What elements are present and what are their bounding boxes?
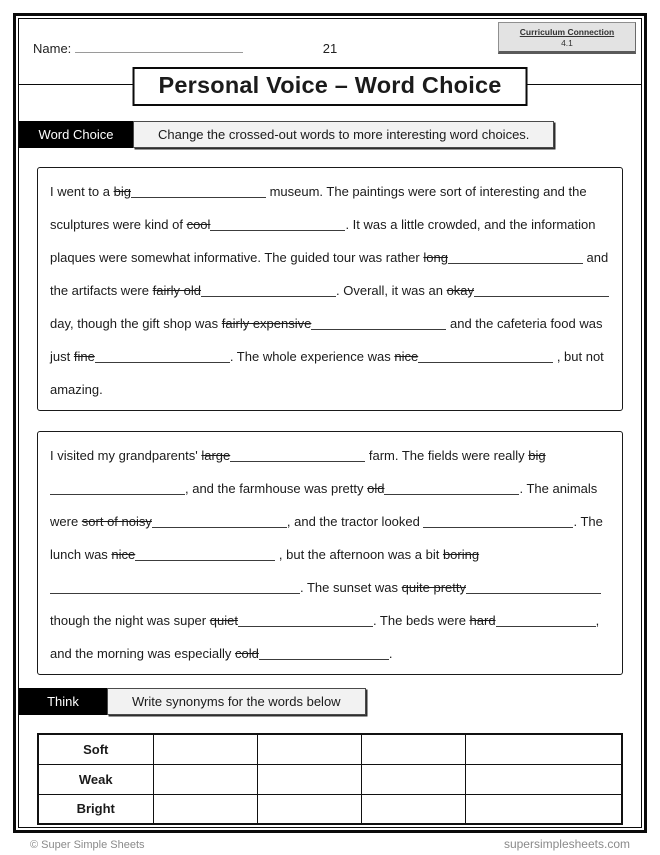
curriculum-connection-box — [498, 22, 636, 54]
paragraph-text: . It was a little crowded, and the information plaques were somewhat informative. The guided tour was rather — [50, 217, 596, 265]
synonym-answer-cell[interactable] — [153, 734, 257, 764]
fill-in-blank[interactable] — [230, 450, 365, 462]
word-choice-section-header — [19, 121, 641, 148]
footer — [30, 837, 630, 851]
crossed-out-word: old — [367, 481, 385, 496]
word-cell: Bright — [38, 794, 153, 824]
synonym-answer-cell[interactable] — [466, 764, 622, 794]
paragraph-text: though the night was super — [50, 613, 210, 628]
crossed-out-word: sort of noisy — [81, 514, 152, 529]
fill-in-blank[interactable] — [152, 516, 287, 528]
synonym-answer-cell[interactable] — [257, 794, 361, 824]
copyright-text: © Super Simple Sheets — [30, 839, 145, 851]
synonym-answer-cell[interactable] — [153, 794, 257, 824]
think-instruction: Write synonyms for the words below — [107, 688, 366, 715]
page-inner-border — [18, 18, 642, 828]
fill-in-blank[interactable] — [466, 582, 601, 594]
paragraph-text: . — [388, 646, 393, 661]
fill-in-blank[interactable] — [238, 615, 373, 627]
paragraph-text: and the artifacts were — [50, 250, 609, 298]
fill-in-blank[interactable] — [95, 351, 230, 363]
table-row — [38, 734, 622, 764]
page-border — [13, 13, 647, 833]
paragraph-text: and the cafeteria food was just — [50, 316, 603, 364]
paragraph-text: , and the morning was especially — [50, 613, 600, 661]
synonym-answer-cell[interactable] — [257, 764, 361, 794]
crossed-out-word: fairly old — [152, 283, 202, 298]
curriculum-connection-label: Curriculum Connection — [519, 27, 615, 37]
fill-in-blank[interactable] — [50, 582, 300, 594]
synonym-table-body — [38, 734, 622, 824]
crossed-out-word: fairly expensive — [221, 316, 312, 331]
synonym-answer-cell[interactable] — [361, 764, 465, 794]
fill-in-blank[interactable] — [448, 252, 583, 264]
synonym-answer-cell[interactable] — [466, 794, 622, 824]
name-label: Name: — [33, 41, 72, 56]
crossed-out-word: large — [201, 448, 231, 463]
paragraph-text: day, though the gift shop was — [50, 316, 222, 331]
synonym-table — [37, 733, 623, 825]
paragraph-text: , and the tractor looked — [286, 514, 424, 529]
crossed-out-word: okay — [446, 283, 475, 298]
paragraph-text: museum. The paintings were sort of interesting and the sculptures were kind of — [50, 184, 587, 232]
paragraph-text: . The whole experience was — [229, 349, 395, 364]
curriculum-connection-number: 4.1 — [561, 38, 573, 48]
crossed-out-word: cool — [186, 217, 211, 232]
paragraph-text: , but the afternoon was a bit — [275, 547, 443, 562]
fill-in-blank[interactable] — [418, 351, 553, 363]
paragraph-text: . The lunch was — [50, 514, 603, 562]
crossed-out-word: big — [113, 184, 131, 199]
word-choice-tab: Word Choice — [19, 121, 133, 148]
fill-in-blank[interactable] — [423, 516, 573, 528]
paragraph-text: . The animals were — [50, 481, 598, 529]
fill-in-blank[interactable] — [311, 318, 446, 330]
paragraph-text: , but not amazing. — [50, 349, 604, 397]
crossed-out-word: fine — [73, 349, 95, 364]
fill-in-blank[interactable] — [496, 615, 596, 627]
paragraph-text: , and the farmhouse was pretty — [185, 481, 368, 496]
crossed-out-word: nice — [111, 547, 136, 562]
think-tab: Think — [19, 688, 107, 715]
synonym-answer-cell[interactable] — [153, 764, 257, 794]
crossed-out-word: hard — [469, 613, 496, 628]
header — [19, 19, 641, 98]
crossed-out-word: quiet — [209, 613, 238, 628]
fill-in-blank[interactable] — [135, 549, 275, 561]
paragraph-text: . Overall, it was an — [336, 283, 447, 298]
paragraph-text: I went to a — [50, 184, 114, 199]
fill-in-blank[interactable] — [201, 285, 336, 297]
synonym-answer-cell[interactable] — [257, 734, 361, 764]
fill-in-blank[interactable] — [259, 648, 389, 660]
paragraph-text: . The beds were — [372, 613, 470, 628]
crossed-out-word: quite pretty — [401, 580, 466, 595]
page-number: 21 — [322, 41, 338, 56]
crossed-out-word: cold — [235, 646, 259, 661]
website-text: supersimplesheets.com — [503, 837, 630, 851]
table-row — [38, 764, 622, 794]
fill-in-blank[interactable] — [210, 219, 345, 231]
word-cell: Soft — [38, 734, 153, 764]
word-choice-instruction: Change the crossed-out words to more interesting word choices. — [133, 121, 554, 148]
paragraph-box-museum — [37, 167, 623, 411]
fill-in-blank[interactable] — [474, 285, 609, 297]
synonym-table-wrap — [37, 733, 623, 825]
page-title: Personal Voice – Word Choice — [133, 67, 528, 106]
synonym-answer-cell[interactable] — [466, 734, 622, 764]
synonym-answer-cell[interactable] — [361, 734, 465, 764]
crossed-out-word: nice — [394, 349, 419, 364]
think-section-header — [19, 688, 641, 715]
crossed-out-word: boring — [442, 547, 480, 562]
paragraph-box-farm — [37, 431, 623, 675]
crossed-out-word: big — [528, 448, 546, 463]
paragraph-text: farm. The fields were really — [365, 448, 529, 463]
fill-in-blank[interactable] — [131, 186, 266, 198]
fill-in-blank[interactable] — [384, 483, 519, 495]
synonym-answer-cell[interactable] — [361, 794, 465, 824]
table-row — [38, 794, 622, 824]
fill-in-blank[interactable] — [50, 483, 185, 495]
paragraph-text: I visited my grandparents' — [50, 448, 202, 463]
crossed-out-word: long — [423, 250, 448, 265]
word-cell: Weak — [38, 764, 153, 794]
paragraph-text: . The sunset was — [300, 580, 402, 595]
